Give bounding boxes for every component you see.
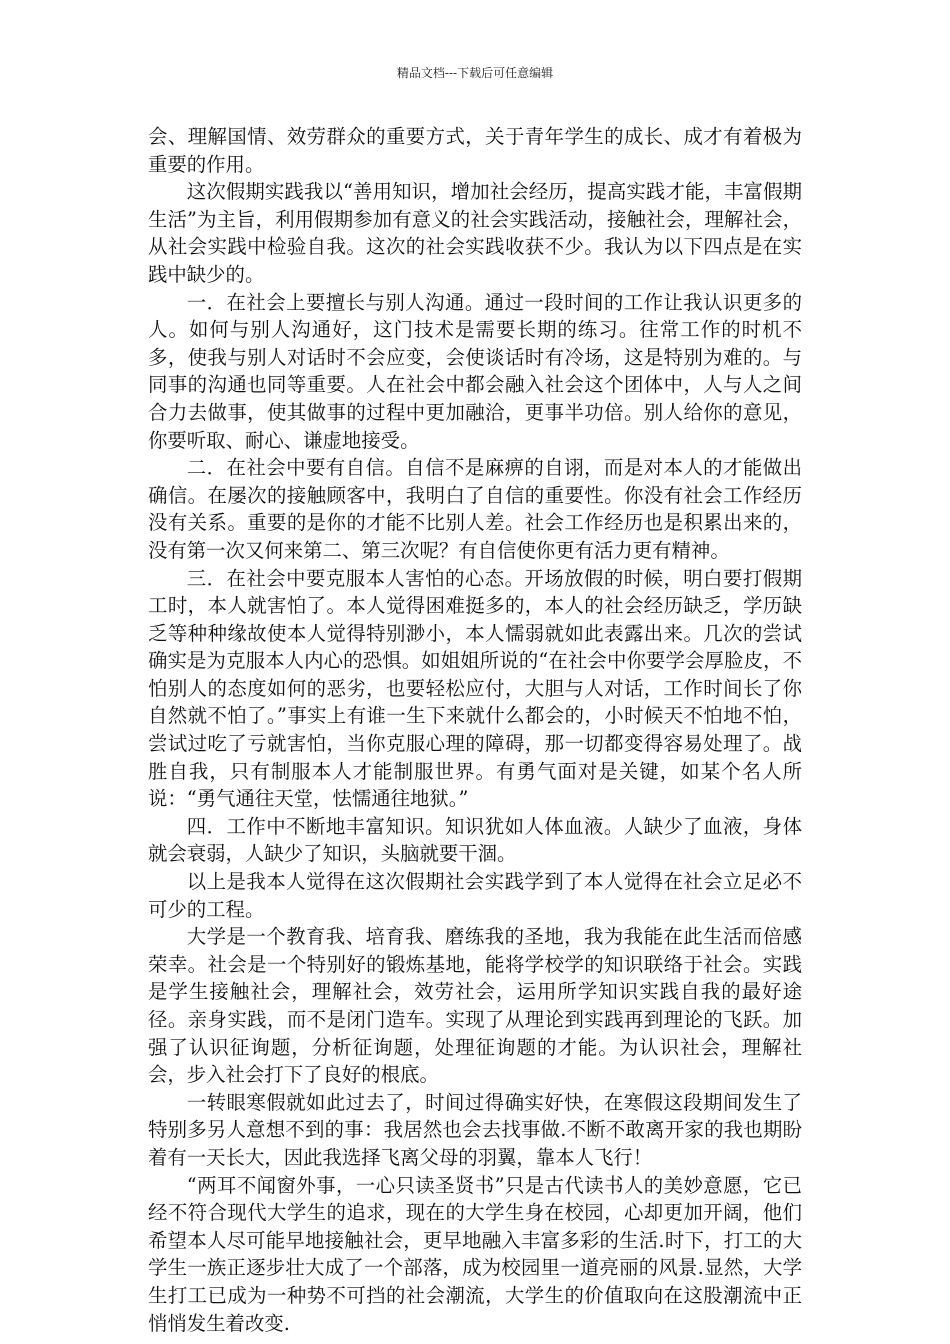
document-body [148,123,802,1337]
paragraph: 以上是我本人觉得在这次假期社会实践学到了本人觉得在社会立足必不可少的工程。 [148,870,802,921]
paragraph: 二．在社会中要有自信。自信不是麻痹的自诩，而是对本人的才能做出确信。在屡次的接触顾客中，我明白了自信的重要性。你没有社会工作经历没有关系。重要的是你的才能不比别人差。社会工作经历也是积累出来的，没有第一次又何来第二、第三次呢？有自信使你更有活力更有精神。 [148,456,802,562]
page-header: 精品文档---下载后可任意编辑 [396,66,554,80]
paragraph: 会、理解国情、效劳群众的重要方式，关于青年学生的成长、成才有着极为重要的作用。 [148,125,802,176]
paragraph: “两耳不闻窗外事，一心只读圣贤书”只是古代读书人的美妙意愿，它已经不符合现代大学生的追求，现在的大学生身在校园，心却更加开阔，他们希望本人尽可能早地接触社会，更早地融入丰富多彩的生活.时下，打工的大学生一族正逐步壮大成了一个部落，成为校园里一道亮丽的风景.显然，大学生打工已成为一种势不可挡的社会潮流，大学生的价值取向在这股潮流中正悄悄发生着改变. [148,1173,802,1335]
paragraph: 一转眼寒假就如此过去了，时间过得确实好快，在寒假这段期间发生了特别多另人意想不到的事：我居然也会去找事做.不断不敢离开家的我也期盼着有一天长大，因此我选择飞离父母的羽翼，靠本人飞行！ [148,1090,802,1169]
paragraph: 大学是一个教育我、培育我、磨练我的圣地，我为我能在此生活而倍感荣幸。社会是一个特别好的锻炼基地，能将学校学的知识联络于社会。实践是学生接触社会，理解社会，效劳社会，运用所学知识实践自我的最好途径。亲身实践，而不是闭门造车。实现了从理论到实践再到理论的飞跃。加强了认识征询题，分析征询题，处理征询题的才能。为认识社会，理解社会，步入社会打下了良好的根底。 [148,925,802,1087]
paragraph: 三．在社会中要克服本人害怕的心态。开场放假的时候，明白要打假期工时，本人就害怕了。本人觉得困难挺多的，本人的社会经历缺乏，学历缺乏等种种缘故使本人觉得特别渺小，本人懦弱就如此表露出来。几次的尝试确实是为克服本人内心的恐惧。如姐姐所说的“在社会中你要学会厚脸皮，不怕别人的态度如何的恶劣，也要轻松应付，大胆与人对话，工作时间长了你自然就不怕了。”事实上有谁一生下来就什么都会的，小时候天不怕地不怕，尝试过吃了亏就害怕，当你克服心理的障碍，那一切都变得容易处理了。战胜自我，只有制服本人才能制服世界。有勇气面对是关键，如某个名人所说：“勇气通往天堂，怯懦通往地狱。” [148,566,802,811]
paragraph: 四．工作中不断地丰富知识。知识犹如人体血液。人缺少了血液，身体就会衰弱，人缺少了知识，头脑就要干涸。 [148,814,802,866]
paragraph: 这次假期实践我以“善用知识，增加社会经历，提高实践才能，丰富假期生活”为主旨，利用假期参加有意义的社会实践活动，接触社会，理解社会，从社会实践中检验自我。这次的社会实践收获不少。我认为以下四点是在实践中缺少的。 [148,180,802,286]
paragraph: 一．在社会上要擅长与别人沟通。通过一段时间的工作让我认识更多的人。如何与别人沟通好，这门技术是需要长期的练习。往常工作的时机不多，使我与别人对话时不会应变，会使谈话时有冷场，这是特别为难的。与同事的沟通也同等重要。人在社会中都会融入社会这个团体中，人与人之间合力去做事，使其做事的过程中更加融洽，更事半功倍。别人给你的意见，你要听取、耐心、谦虚地接受。 [148,290,802,452]
